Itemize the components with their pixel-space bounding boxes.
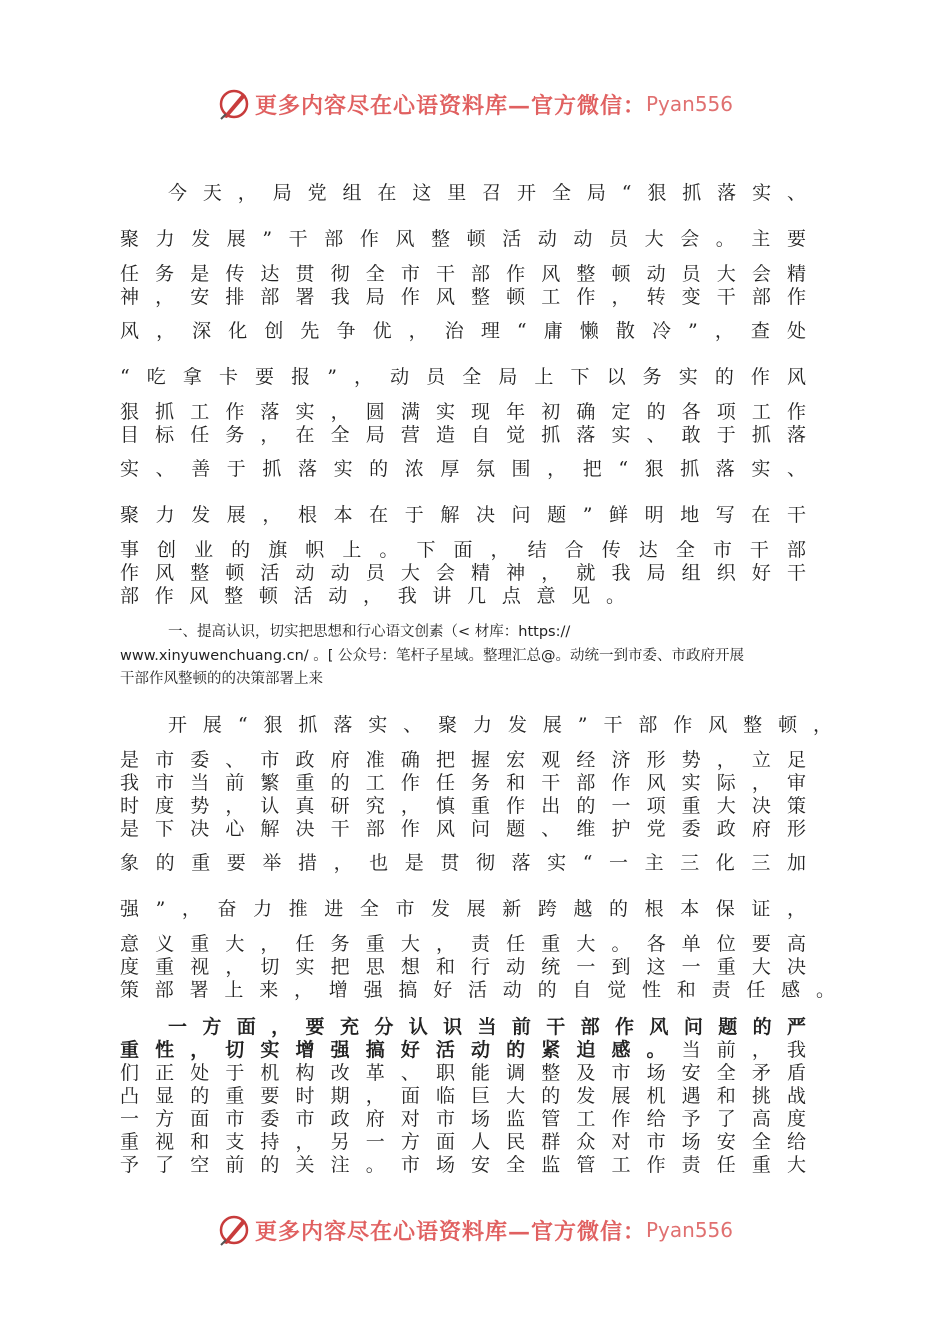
footer-banner: [0, 1210, 950, 1250]
banner-wechat-id: Pyan556: [646, 1218, 734, 1242]
text-line: 聚力发展，根本在于解决问题”鲜明地写在干: [120, 504, 806, 526]
text-line: 是下决心解决干部作风问题、维护党委政府形: [120, 818, 806, 840]
text-line: 作风整顿活动动员大会精神，就我局组织好干: [120, 562, 806, 584]
text-line: 狠抓工作落实，圆满实现年初确定的各项工作: [120, 401, 806, 423]
text-line: 凸显的重要时期，面临巨大的发展机遇和挑战: [120, 1085, 806, 1107]
quill-logo-icon: [217, 1213, 251, 1247]
text-line: 神，安排部署我局作风整顿工作，转变干部作: [120, 286, 806, 308]
text-line: 强”，奋力推进全市发展新跨越的根本保证，: [120, 898, 806, 920]
text-line: 事创业的旗帜上。下面，结合传达全市干部: [120, 539, 806, 561]
banner-text: 更多内容尽在心语资料库—官方微信：: [254, 92, 646, 119]
text-line: 聚力发展”干部作风整顿活动动员大会。主要: [120, 228, 806, 250]
text-line: 们正处于机构改革、职能调整及市场安全矛盾: [120, 1062, 806, 1084]
text-line: 象的重要举措，也是贯彻落实“一主三化三加: [120, 852, 806, 874]
text-line: 部作风整顿活动，我讲几点意见。: [120, 585, 625, 607]
text-line-bold: 一方面，要充分认识当前干部作风问题的严: [168, 1016, 806, 1038]
text-line: 开展“狠抓落实、聚力发展”干部作风整顿，: [168, 714, 832, 736]
text-line: 重视和支持，另一方面人民群众对市场安全给: [120, 1131, 806, 1153]
quill-logo-icon: [217, 87, 251, 121]
header-banner: [0, 84, 950, 124]
section-heading-line: www.xinyuwenchuang.cn/ 。[ 公众号：笔杆子星域。整理汇总@。动统一到市委、市政府开展: [120, 648, 745, 664]
text-line: 意义重大，任务重大，责任重大。各单位要高: [120, 933, 806, 955]
text-line: 时度势，认真研究，慎重作出的一项重大决策: [120, 795, 806, 817]
text-line: 风，深化创先争优，治理“庸懒散冷”，查处: [120, 320, 806, 342]
text-line: 一方面市委市政府对市场监管工作给予了高度: [120, 1108, 806, 1130]
banner-wechat-id: Pyan556: [646, 92, 734, 116]
text-line: 今天，局党组在这里召开全局“狠抓落实、: [168, 182, 806, 204]
text-line-mixed: [120, 1039, 806, 1062]
text-line: 予了空前的关注。市场安全监管工作责任重大: [120, 1154, 806, 1176]
text-line: “吃拿卡要报”，动员全局上下以务实的作风: [120, 366, 806, 388]
text-line: 是市委、市政府准确把握宏观经济形势，立足: [120, 749, 806, 771]
bold-fragment: 重性，切实增强搞好活动的紧迫感。: [120, 1039, 682, 1061]
banner-text: 更多内容尽在心语资料库—官方微信：: [254, 1218, 646, 1245]
text-line: 任务是传达贯彻全市干部作风整顿动员大会精: [120, 263, 806, 285]
text-line: 我市当前繁重的工作任务和干部作风实际，审: [120, 772, 806, 794]
text-line: 目标任务，在全局营造自觉抓落实、敢于抓落: [120, 424, 806, 446]
text-line: 实、善于抓落实的浓厚氛围，把“狠抓落实、: [120, 458, 806, 480]
text-line: 度重视，切实把思想和行动统一到这一重大决: [120, 956, 806, 978]
text-fragment: 当前，我: [681, 1039, 806, 1061]
text-line: 策部署上来，增强搞好活动的自觉性和责任感。: [120, 979, 835, 1001]
section-heading-line: 干部作风整顿的的决策部署上来: [120, 671, 323, 687]
section-heading-line: 一、提高认识，切实把思想和行心语文创素（< 材库：https://: [168, 624, 571, 640]
